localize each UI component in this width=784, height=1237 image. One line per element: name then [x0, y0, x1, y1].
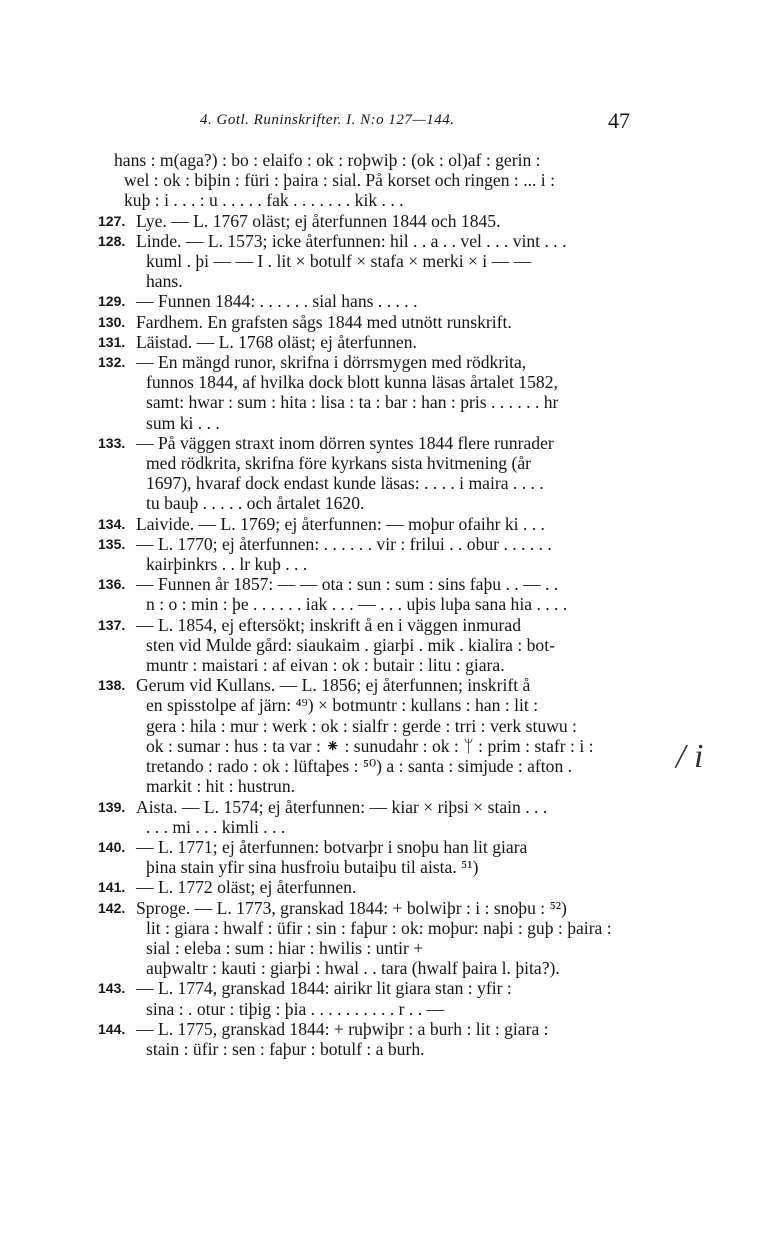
text-line: samt: hwar : sum : hita : lisa : ta : bar : han : pris . . . . . . hr — [146, 392, 559, 413]
text-line: — L. 1772 oläst; ej återfunnen. — [136, 877, 357, 898]
entry-140 — [100, 837, 640, 877]
entry-text — [112, 837, 640, 877]
text-line: — L. 1774, granskad 1844: airikr lit giara stan : yfir : — [136, 978, 512, 999]
text-line: Fardhem. En grafsten sågs 1844 med utnött runskrift. — [136, 311, 512, 332]
entry-number: 138. — [98, 677, 126, 694]
entry-continuation — [100, 150, 640, 211]
text-line: — På väggen straxt inom dörren syntes 1844 flere runrader — [136, 432, 554, 453]
entry-number: 134. — [98, 515, 126, 532]
text-line: sina : . otur : tiþig : þia . . . . . . . . . . r . . — — [146, 998, 445, 1019]
text-line: gera : hila : mur : werk : ok : sialfr : gerde : trri : verk stuwu : — [146, 715, 577, 736]
text-line: Linde. — L. 1573; icke återfunnen: hil . . a . . vel . . . vint . . . — [136, 230, 567, 251]
text-line: tretando : rado : ok : lüftaþes : ⁵⁰) a : santa : simjude : afton . — [146, 756, 573, 777]
entry-number: 142. — [98, 899, 126, 916]
entry-133 — [100, 433, 640, 514]
text-line: auþwaltr : kauti : giarþi : hwal . . tara (hwalf þaira l. þita?). — [146, 958, 560, 979]
entry-text — [112, 312, 640, 332]
entry-128 — [100, 231, 640, 292]
text-line: — En mängd runor, skrifna i dörrsmygen med rödkrita, — [136, 352, 527, 373]
entry-text — [112, 291, 640, 311]
entry-number: 136. — [98, 576, 126, 593]
text-line: kuþ : i . . . : u . . . . . fak . . . . . . . kik . . . — [124, 190, 404, 211]
entry-text — [112, 1019, 640, 1059]
entry-text — [112, 231, 640, 292]
entry-text — [112, 898, 640, 979]
page-body — [100, 150, 640, 1059]
text-line: . . . mi . . . kimli . . . — [146, 816, 286, 837]
entry-144 — [100, 1019, 640, 1059]
text-line: — L. 1770; ej återfunnen: . . . . . . vir : frilui . . obur . . . . . . — [136, 533, 552, 554]
text-line: Gerum vid Kullans. — L. 1856; ej återfunnen; inskrift å — [136, 675, 531, 696]
text-line: — L. 1775, granskad 1844: + ruþwiþr : a burh : lit : giara : — [136, 1018, 549, 1039]
text-line: Lye. — L. 1767 oläst; ej återfunnen 1844 och 1845. — [136, 210, 501, 231]
text-line: sum ki . . . — [146, 412, 220, 433]
text-line: tu bauþ . . . . . och årtalet 1620. — [146, 493, 365, 514]
entry-text — [112, 534, 640, 574]
text-line: wel : ok : biþin : füri : þaira : sial. På korset och ringen : ... i : — [124, 170, 555, 191]
entry-text — [112, 433, 640, 514]
entry-number: 137. — [98, 616, 126, 633]
text-line: n : o : min : þe . . . . . . iak . . . — . . . uþis luþa sana hia . . . . — [146, 594, 568, 615]
entry-134 — [100, 514, 640, 534]
entry-number: 127. — [98, 212, 126, 229]
entry-130 — [100, 312, 640, 332]
text-line: kuml . þi — — I . lit × botulf × stafa × merki × i — — — [146, 251, 532, 272]
entry-number: 141. — [98, 879, 126, 896]
text-line: markit : hit : hustrun. — [146, 776, 296, 797]
entry-131 — [100, 332, 640, 352]
entry-text — [112, 514, 640, 534]
entry-number: 139. — [98, 798, 126, 815]
text-line: 1697), hvaraf dock endast kunde läsas: . . . . i maira . . . . — [146, 473, 544, 494]
entry-text — [112, 978, 640, 1018]
entry-142 — [100, 898, 640, 979]
page-header — [100, 108, 640, 138]
text-line: — L. 1854, ej eftersökt; inskrift å en i väggen inmurad — [136, 614, 522, 635]
entry-text — [112, 211, 640, 231]
entry-text — [112, 352, 640, 433]
entry-141 — [100, 877, 640, 897]
text-line: lit : giara : hwalf : üfir : sin : faþur : ok: moþur: naþi : guþ : þaira : — [146, 917, 612, 938]
entry-text — [112, 332, 640, 352]
entry-129 — [100, 291, 640, 311]
entry-135 — [100, 534, 640, 574]
entry-number: 135. — [98, 535, 126, 552]
entry-text — [112, 675, 640, 796]
text-line: Laivide. — L. 1769; ej återfunnen: — moþur ofaihr ki . . . — [136, 513, 545, 534]
entry-number: 129. — [98, 293, 126, 310]
entry-text — [112, 877, 640, 897]
text-line: hans : m(aga?) : bo : elaifo : ok : roþwiþ : (ok : ol)af : gerin : — [114, 150, 541, 170]
entry-number: 143. — [98, 980, 126, 997]
text-line: Sproge. — L. 1773, granskad 1844: + bolwiþr : i : snoþu : ⁵²) — [136, 897, 567, 918]
text-line: en spisstolpe af järn: ⁴⁹) × botmuntr : kullans : han : lit : — [146, 695, 539, 716]
entry-143 — [100, 978, 640, 1018]
text-line: ok : sumar : hus : ta var : ⁕ : sunudahr : ok : ᛘ : prim : stafr : i : — [146, 735, 594, 756]
entry-number: 133. — [98, 434, 126, 451]
entry-138 — [100, 675, 640, 796]
text-line: sten vid Mulde gård: siaukaim . giarþi . mik . kialira : bot- — [146, 634, 555, 655]
entry-text — [112, 615, 640, 676]
entry-132 — [100, 352, 640, 433]
entry-text — [112, 574, 640, 614]
entry-number: 144. — [98, 1020, 126, 1037]
entry-text — [114, 150, 640, 211]
text-line: — Funnen 1844: . . . . . . sial hans . . . . . — [136, 291, 418, 312]
entry-136 — [100, 574, 640, 614]
page-number: 47 — [608, 108, 630, 133]
entry-127 — [100, 211, 640, 231]
entry-number: 128. — [98, 232, 126, 249]
entry-number: 131. — [98, 333, 126, 350]
text-line: hans. — [146, 271, 183, 292]
text-line: kairþinkrs . . lr kuþ . . . — [146, 554, 308, 575]
text-line: stain : üfir : sen : faþur : botulf : a burh. — [146, 1038, 425, 1059]
entry-number: 130. — [98, 313, 126, 330]
text-line: — Funnen år 1857: — — ota : sun : sum : sins faþu . . — . . — [136, 574, 559, 595]
running-title: 4. Gotl. Runinskrifter. I. N:o 127—144. — [200, 112, 455, 128]
text-line: Aista. — L. 1574; ej återfunnen: — kiar × riþsi × stain . . . — [136, 796, 548, 817]
entry-text — [112, 797, 640, 837]
text-line: — L. 1771; ej återfunnen: botvarþr i snoþu han lit giara — [136, 836, 528, 857]
text-line: Läistad. — L. 1768 oläst; ej återfunnen. — [136, 331, 417, 352]
margin-annotation: / i — [676, 738, 704, 775]
text-line: med rödkrita, skrifna före kyrkans sista hvitmening (år — [146, 453, 532, 474]
entry-number: 140. — [98, 838, 126, 855]
text-line: muntr : maistari : af eivan : ok : butair : litu : giara. — [146, 655, 505, 676]
text-line: sial : eleba : sum : hiar : hwilis : untir + — [146, 937, 424, 958]
text-line: þina stain yfir sina husfroiu butaiþu til aista. ⁵¹) — [146, 857, 479, 878]
entry-number: 132. — [98, 354, 126, 371]
entry-137 — [100, 615, 640, 676]
entry-139 — [100, 797, 640, 837]
text-line: funnos 1844, af hvilka dock blott kunna läsas årtalet 1582, — [146, 372, 558, 393]
